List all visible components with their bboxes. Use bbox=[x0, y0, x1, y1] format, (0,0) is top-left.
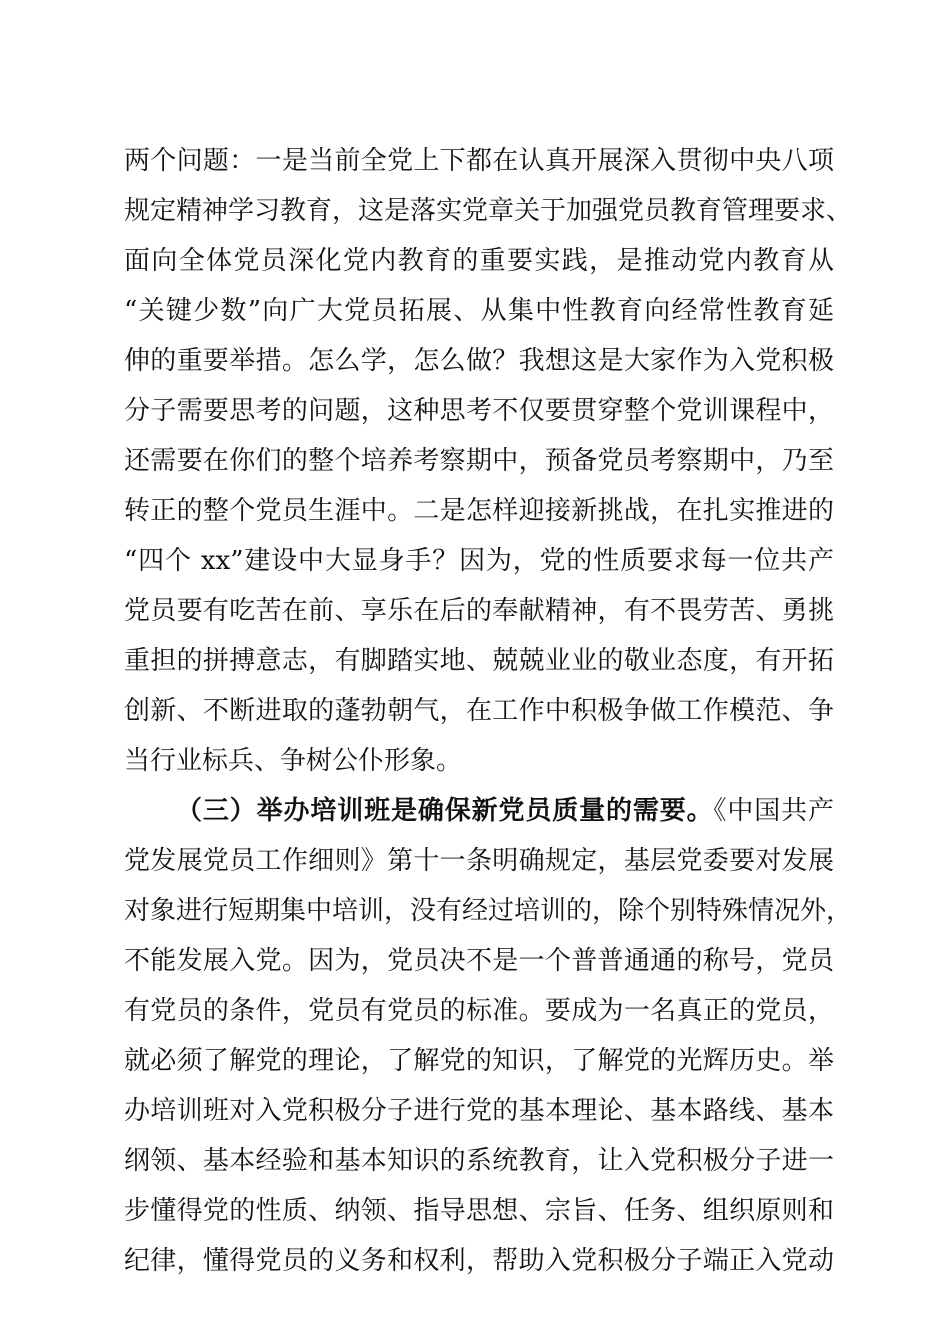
text-line: 伸的重要举措。怎么学，怎么做？我想这是大家作为入党积极 bbox=[124, 346, 834, 376]
text-line: 不能发展入党。因为，党员决不是一个普普通通的称号，党员 bbox=[124, 946, 834, 976]
text-line: 转正的整个党员生涯中。二是怎样迎接新挑战，在扎实推进的 bbox=[124, 496, 834, 526]
text-line: 纲领、基本经验和基本知识的系统教育，让入党积极分子进一 bbox=[124, 1146, 834, 1176]
section-first-line bbox=[176, 792, 834, 830]
text-line: 办培训班对入党积极分子进行党的基本理论、基本路线、基本 bbox=[124, 1096, 834, 1126]
text-line: 党员要有吃苦在前、享乐在后的奉献精神，有不畏劳苦、勇挑 bbox=[124, 596, 834, 626]
text-line: 还需要在你们的整个培养考察期中，预备党员考察期中，乃至 bbox=[124, 446, 834, 476]
text-line: “四个 xx”建设中大显身手？因为，党的性质要求每一位共产 bbox=[124, 546, 834, 576]
text-line: 重担的拼搏意志，有脚踏实地、兢兢业业的敬业态度，有开拓 bbox=[124, 646, 834, 676]
text-line: 两个问题：一是当前全党上下都在认真开展深入贯彻中央八项 bbox=[124, 146, 834, 176]
text-line: 纪律，懂得党员的义务和权利，帮助入党积极分子端正入党动 bbox=[124, 1246, 834, 1276]
section-heading: （三）举办培训班是确保新党员质量的需要。 bbox=[176, 796, 714, 826]
text-line: 分子需要思考的问题，这种思考不仅要贯穿整个党训课程中， bbox=[124, 396, 834, 426]
text-line: 创新、不断进取的蓬勃朝气，在工作中积极争做工作模范、争 bbox=[124, 696, 834, 726]
text-line: 党发展党员工作细则》第十一条明确规定，基层党委要对发展 bbox=[124, 846, 834, 876]
text-line: 对象进行短期集中培训，没有经过培训的，除个别特殊情况外， bbox=[124, 896, 853, 926]
text-line: 当行业标兵、争树公仆形象。 bbox=[124, 746, 463, 776]
text-line: 规定精神学习教育，这是落实党章关于加强党员教育管理要求、 bbox=[124, 196, 853, 226]
text-line: 有党员的条件，党员有党员的标准。要成为一名真正的党员， bbox=[124, 996, 834, 1026]
text-line: 步懂得党的性质、纳领、指导思想、宗旨、任务、组织原则和 bbox=[124, 1196, 834, 1226]
text-line: 就必须了解党的理论，了解党的知识，了解党的光辉历史。举 bbox=[124, 1046, 834, 1076]
text-line: “关键少数”向广大党员拓展、从集中性教育向经常性教育延 bbox=[124, 296, 834, 326]
text-span: 《中国共产 bbox=[713, 796, 834, 826]
text-line: 面向全体党员深化党内教育的重要实践，是推动党内教育从 bbox=[124, 246, 834, 276]
